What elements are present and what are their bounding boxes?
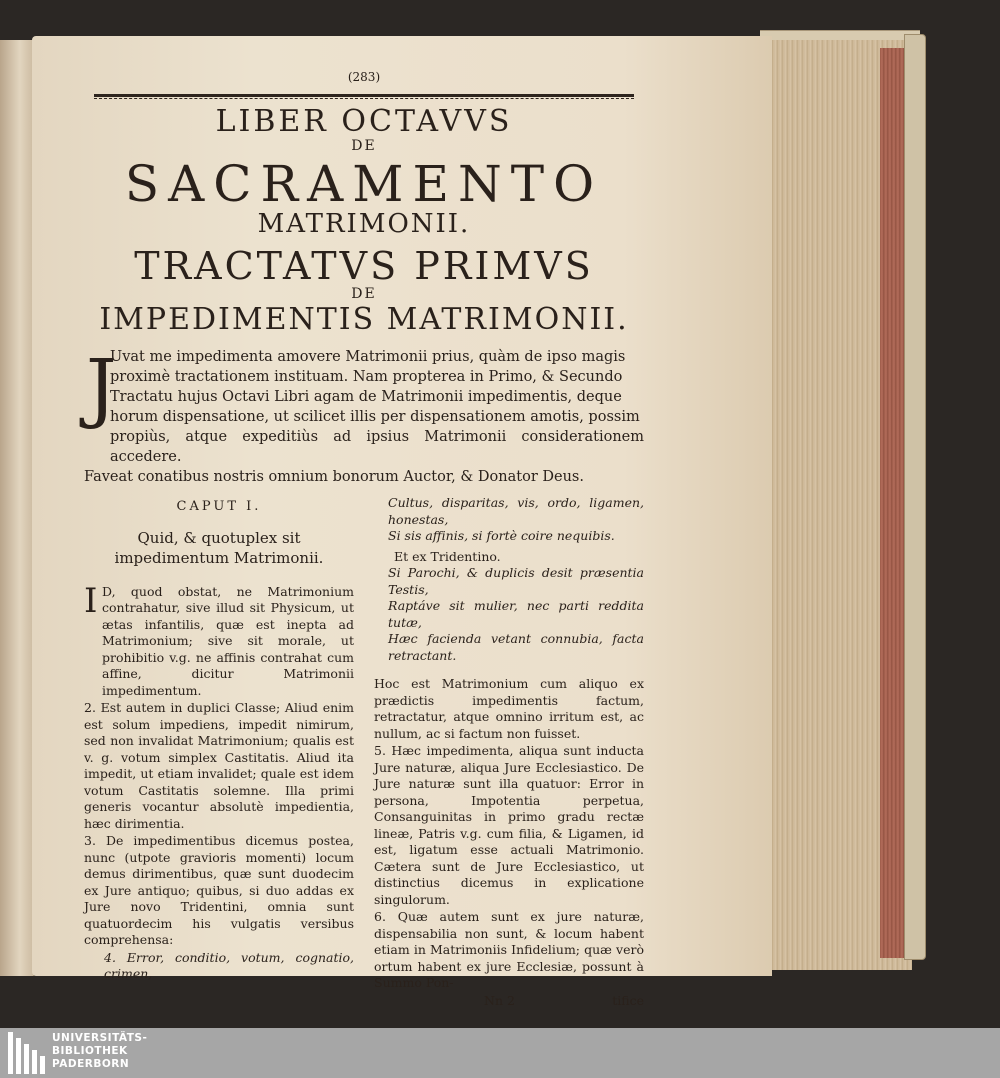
chapter-title: Quid, & quotuplex sit impedimentum Matrimonii. <box>114 528 324 567</box>
signature-mark: Nn 2 <box>484 992 515 1008</box>
tridentino-note: Et ex Tridentino. <box>394 548 501 564</box>
logo-line: UNIVERSITÄTS- <box>52 1032 148 1044</box>
intro-line: Tractatu hujus Octavi Libri agam de Matrimonii impedimentis, deque <box>110 389 622 405</box>
chapter-heading: CAPUT I. <box>176 499 262 514</box>
logo-line: PADERBORN <box>52 1058 130 1070</box>
title-sacramento: SACRAMENTO <box>124 155 604 213</box>
library-logo-icon <box>8 1032 48 1074</box>
verse-line: Si Parochi, & duplicis desit præsentia Testis, <box>388 565 644 597</box>
intro-line: proximè tractationem instituam. Nam propterea in Primo, & Secundo <box>110 369 623 385</box>
title-tractatus: TRACTATVS PRIMVS <box>134 244 594 288</box>
intro-line: propiùs, atque expeditiùs ad ipsius Matrimonii considerationem accedere. <box>110 429 644 465</box>
library-logo-text[interactable] <box>52 1032 147 1071</box>
book-cover <box>904 34 926 960</box>
paragraph-6: 6. Quæ autem sunt ex jure naturæ, dispensabilia non sunt, & locum habent etiam in Matrimoniis Infidelium; quæ verò ortum habent ex jure Ecclesiæ, possunt à Summo Pon- <box>374 909 644 990</box>
left-column <box>84 495 354 1009</box>
signature-line <box>374 993 644 1010</box>
paragraph-hoc: Hoc est Matrimonium cum aliquo ex prædictis impedimentis factum, retractatur, atque omnino irritum est, ac nullum, ac si factum non fuisset. <box>374 676 644 741</box>
paragraph-3: 3. De impedimentibus dicemus postea, nunc (utpote gravioris momenti) locum demus dirimentibus, quæ sunt duodecim ex Jure antiquo; quibus, si duo addas ex Jure novo Tridentini, omnia sunt quatuordecim his vulgatis versibus comprehensa: <box>84 833 354 947</box>
title-de-2: DE <box>351 286 377 302</box>
title-liber: LIBER OCTAVVS <box>215 104 513 139</box>
intro-line: horum dispensatione, ut scilicet illis per dispensationem amotis, possim <box>110 409 640 425</box>
header-rule <box>94 94 634 99</box>
right-column <box>374 495 644 1009</box>
footer-bar <box>0 1028 1000 1078</box>
verse-line: Si sis affinis, si fortè coire nequibis. <box>388 528 615 543</box>
intro-dropcap: J <box>86 342 117 431</box>
paragraph-5: 5. Hæc impedimenta, aliqua sunt inducta Jure naturæ, aliqua Jure Ecclesiastico. De Jure naturæ sunt illa quatuor: Error in persona, Impotentia perpetua, Consanguinitas in primo gradu rectæ lineæ, Patris v.g. cum filia, & Ligamen, id est, ligatum esse actuali Matrimonio. Cætera sunt de Jure Ecclesiastico, ut distinctius dicemus in explicatione singulorum. <box>374 743 644 907</box>
two-column-body <box>84 495 644 1009</box>
title-de-1: DE <box>351 138 377 154</box>
paragraph-2: 2. Est autem in duplici Classe; Aliud enim est solum impediens, impedit nimirum, sed non invalidat Matrimonium; qualis est v. g. votum simplex Castitatis. Aliud ita impedit, ut etiam invalidet; quale est idem votum Castitatis solemne. Illa primi generis vocantur absolutè impedientia, hæc dirimentia. <box>84 700 354 831</box>
logo-line: BIBLIOTHEK <box>52 1045 128 1057</box>
paragraph-1-dropcap: I <box>84 580 98 621</box>
title-matrimonii: MATRIMONII. <box>257 209 471 239</box>
red-page-edge <box>880 48 906 958</box>
catchword: tifice <box>612 992 644 1008</box>
title-impedimentis: IMPEDIMENTIS MATRIMONII. <box>99 302 629 337</box>
paragraph-1-text: D, quod obstat, ne Matrimonium contrahatur, sive illud sit Physicum, ut ætas infantilis, quæ est inepta ad Matrimonium; sive sit morale, ut prohibitio v.g. ne affinis contrahat cum affine, dicitur Matrimonii impedimentum. <box>102 583 354 698</box>
page-content <box>84 66 644 1009</box>
intro-paragraph <box>84 342 644 487</box>
verse-line: Raptáve sit mulier, nec parti reddita tutæ, <box>388 598 644 630</box>
verse-line: 4. Error, conditio, votum, cognatio, crimen, <box>104 949 354 981</box>
intro-line: Faveat conatibus nostris omnium bonorum Auctor, & Donator Deus. <box>84 469 584 485</box>
paragraph-1 <box>84 580 354 700</box>
intro-line: Uvat me impedimenta amovere Matrimonii prius, quàm de ipso magis <box>110 349 626 365</box>
verse-line: Cultus, disparitas, vis, ordo, ligamen, honestas, <box>388 495 644 527</box>
page-number: (283) <box>347 70 381 84</box>
previous-page-edge <box>0 40 34 976</box>
verse-line: Hæc facienda vetant connubia, facta retractant. <box>388 631 644 663</box>
